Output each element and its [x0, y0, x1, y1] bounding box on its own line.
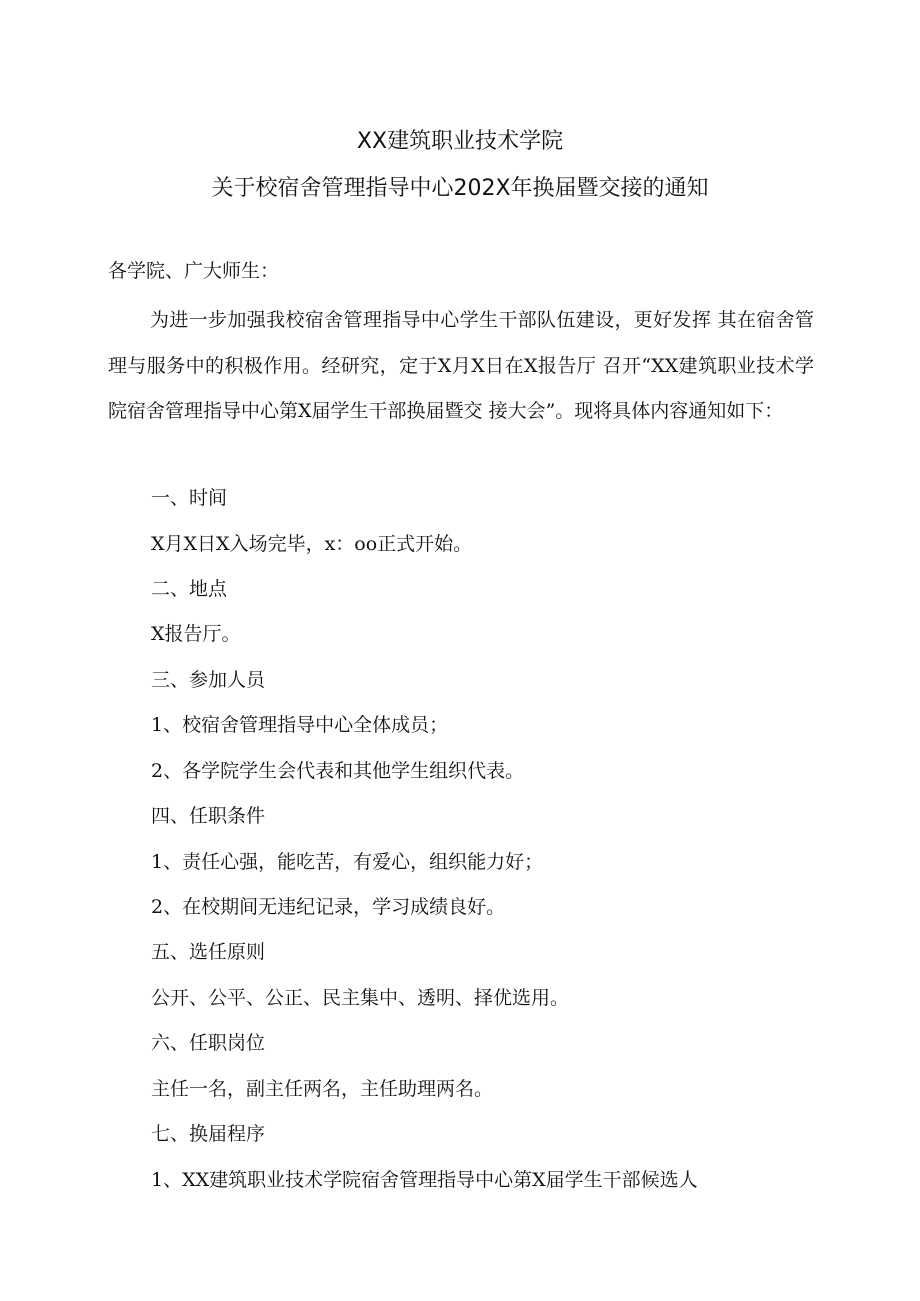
section-item-conditions-1: 1、责任心强，能吃苦，有爱心，组织能力好； [151, 851, 544, 873]
section-item-participants-1: 1、校宿舍管理指导中心全体成员； [151, 714, 449, 736]
section-heading-positions: 六、任职岗位 [151, 1032, 266, 1054]
section-item-time: X月X日X入场完毕，x：oo正式开始。 [151, 533, 473, 555]
section-heading-participants: 三、参加人员 [151, 669, 266, 691]
section-heading-procedure: 七、换届程序 [151, 1123, 266, 1145]
section-heading-time: 一、时间 [151, 487, 228, 509]
section-heading-location: 二、地点 [151, 578, 228, 600]
section-heading-conditions: 四、任职条件 [151, 805, 266, 827]
intro-paragraph: 为进一步加强我校宿舍管理指导中心学生干部队伍建设，更好发挥 其在宿舍管理与服务中的积极作用。经研究，定于X月X日在X报告厅 召开“XX建筑职业技术学院宿舍管理指导中心第X届学生干部换届暨交 接大会”。现将具体内容通知如下： [108, 309, 814, 422]
document-title-line2: 关于校宿舍管理指导中心202X年换届暨交接的通知 [211, 176, 709, 201]
section-item-location: X报告厅。 [151, 623, 241, 645]
section-item-procedure-1: 1、XX建筑职业技术学院宿舍管理指导中心第X届学生干部候选人 [151, 1169, 698, 1191]
section-item-conditions-2: 2、在校期间无违纪记录，学习成绩良好。 [151, 896, 506, 918]
section-heading-principles: 五、选任原则 [151, 941, 266, 963]
document-title-line1: XX建筑职业技术学院 [356, 129, 564, 154]
section-item-principles: 公开、公平、公正、民主集中、透明、择优选用。 [151, 987, 570, 1009]
section-item-participants-2: 2、各学院学生会代表和其他学生组织代表。 [151, 760, 525, 782]
salutation: 各学院、广大师生： [108, 260, 280, 282]
section-item-positions: 主任一名，副主任两名，主任助理两名。 [151, 1078, 494, 1100]
